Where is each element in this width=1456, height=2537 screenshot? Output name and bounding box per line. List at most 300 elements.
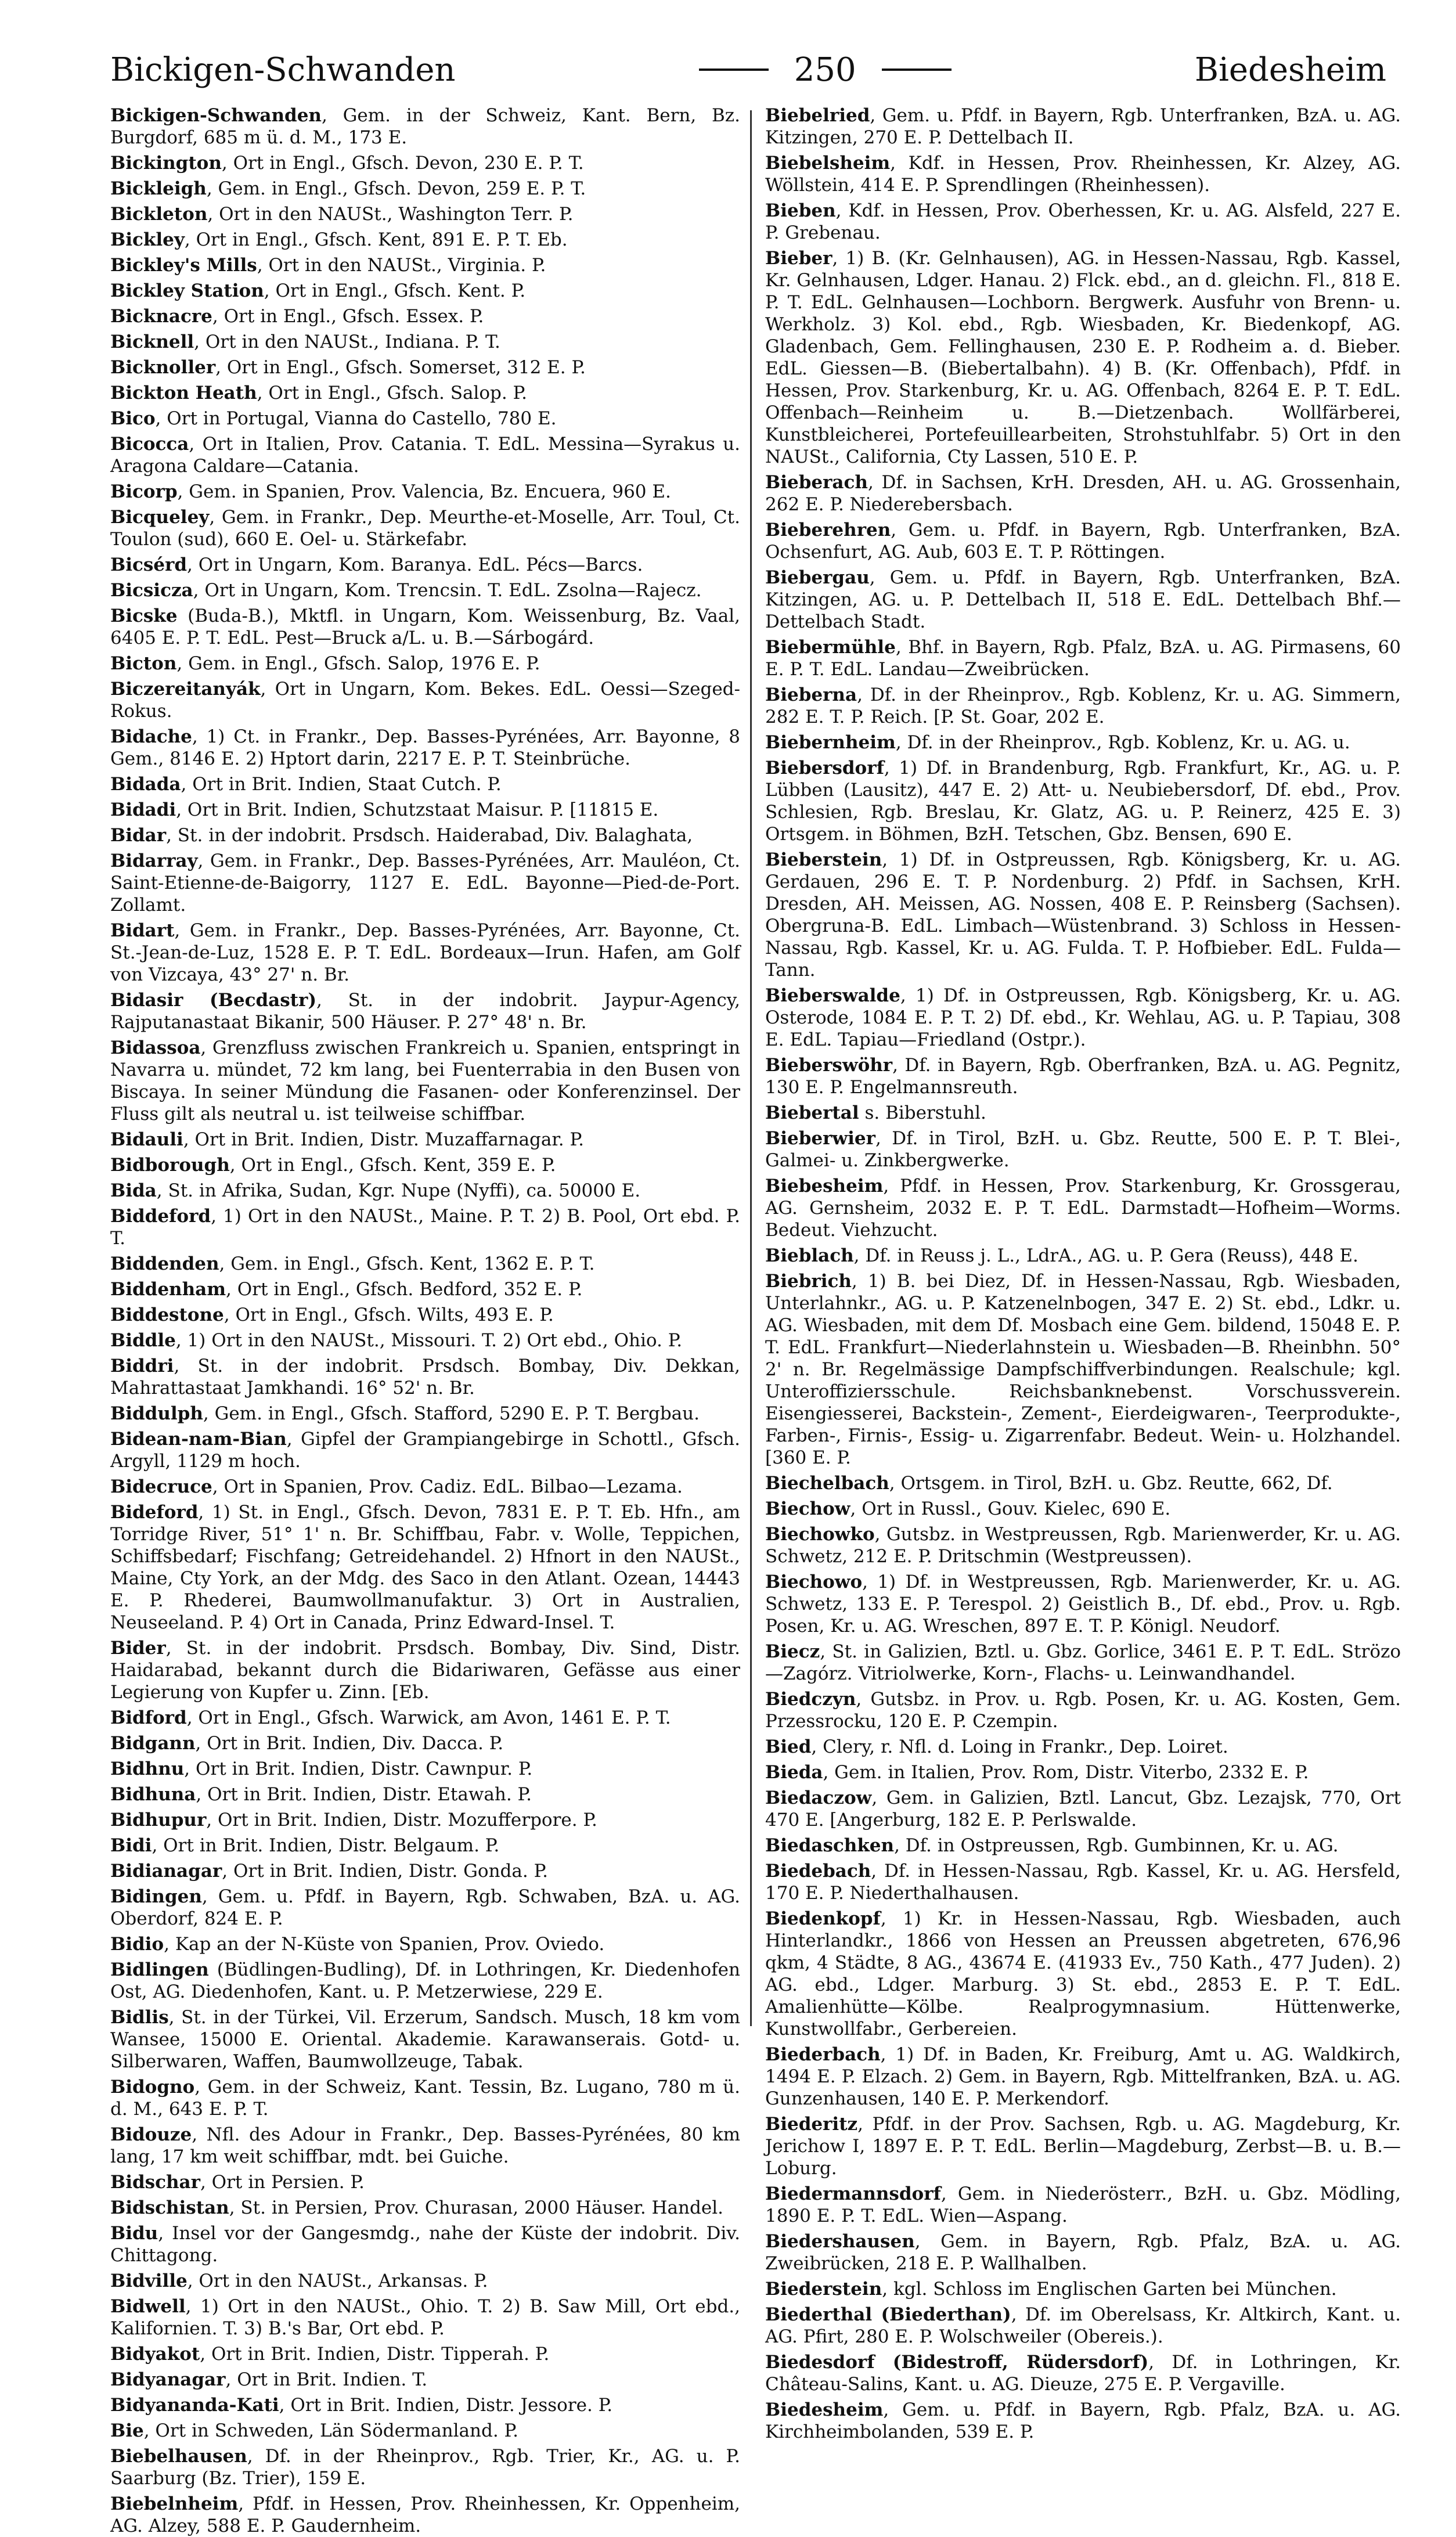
entry-headword: Bidache [110, 726, 192, 747]
entry-text: , 1) Ort in den NAUSt., Ohio. T. 2) B. Saw Mill, Ort ebd., Kalifornien. T. 3) B.'s Bar, Ort ebd. P. [110, 2296, 740, 2339]
entry-text: , Kap an der N-Küste von Spanien, Prov. Oviedo. [164, 1934, 605, 1955]
entry-text: , St. in der indobrit. Jaypur-Agency, Rajputanastaat Bikanir, 500 Häuser. P. 27° 48' n. Br. [110, 990, 740, 1033]
entry-text: , Ort in den NAUSt., Virginia. P. [257, 255, 546, 276]
entry-headword: Biddeford [110, 1206, 211, 1227]
entry-text: , Ort in Brit. Indien, Distr. Mozufferpore. P. [206, 1810, 597, 1830]
gazetteer-entry [110, 1180, 740, 1202]
entry-headword: Bidyananda-Kati [110, 2395, 279, 2416]
gazetteer-entry [765, 1270, 1401, 1469]
entry-headword: Bidart [110, 920, 175, 941]
gazetteer-entry [765, 1571, 1401, 1637]
header-page-number-group [699, 51, 952, 89]
entry-headword: Biddenden [110, 1253, 219, 1274]
gazetteer-entry [110, 2369, 740, 2391]
gazetteer-entry [110, 2171, 740, 2193]
entry-headword: Bickley's Mills [110, 255, 257, 276]
entry-text: , St. in der indobrit. Prsdsch. Bombay, Div. Sind, Distr. Haidarabad, bekannt durch die Bidariwaren, Gefässe aus einer Legierung von Kupfer u. Zinn. [Eb. [110, 1638, 740, 1703]
gazetteer-entry [765, 1736, 1401, 1758]
gazetteer-entry [110, 481, 740, 503]
entry-headword: Bickton Heath [110, 383, 257, 403]
gazetteer-entry [110, 2076, 740, 2120]
entry-headword: Bickington [110, 153, 222, 174]
entry-headword: Bidlis [110, 2007, 169, 2028]
entry-headword: Bidville [110, 2271, 188, 2291]
entry-headword: Bickleigh [110, 178, 207, 199]
entry-headword: Bicknoller [110, 357, 216, 378]
entry-headword: Bidhnu [110, 1758, 185, 1779]
entry-text: , 1) B. bei Diez, Df. in Hessen-Nassau, Rgb. Wiesbaden, Unterlahnkr., AG. u. P. Katzenelnbogen, 347 E. 2) St. ebd., Ldkr. u. AG. Wiesbaden, mit dem Df. Mosbach eine Gem. bildend, 15048 E. P. T. EdL. Frankfurt—Niederlahnstein u. Wiesbaden—B. Rheinbhn. 50° 2' n. Br. Regelmässige Dampfschiffverbindungen. Realschule; kgl. Unteroffiziersschule. Reichsbanknebenst. Vorschussverein. Eisengiesserei, Backstein-, Zement-, Eierdeigwaren-, Teerprodukte-, Farben-, Firnis-, Essig- u. Zigarrenfabr. Bedeut. Wein- u. Holzhandel. [360 E. P. [765, 1271, 1401, 1468]
gazetteer-entry [110, 1501, 740, 1634]
entry-text: , St. in der indobrit. Prsdsch. Haiderabad, Div. Balaghata, [166, 825, 693, 846]
entry-headword: Biebergau [765, 567, 870, 588]
gazetteer-entry [110, 1205, 740, 1249]
gazetteer-entry [110, 773, 740, 795]
entry-headword: Bidingen [110, 1886, 202, 1907]
entry-text: , Kdf. in Hessen, Prov. Rheinhessen, Kr. Alzey, AG. Wöllstein, 414 E. P. Sprendlingen (Rheinhessen). [765, 153, 1401, 196]
entry-text: , 1) Ct. in Frankr., Dep. Basses-Pyrénées, Arr. Bayonne, 8 Gem., 8146 E. 2) Hptort darin, 2217 E. P. T. Steinbrüche. [110, 726, 740, 769]
entry-headword: Bieberwier [765, 1128, 875, 1149]
entry-text: , Pfdf. in der Prov. Sachsen, Rgb. u. AG. Magdeburg, Kr. Jerichow I, 1897 E. P. T. EdL. Berlin—Magdeburg, Zerbst—B. u. B.—Loburg. [765, 2114, 1401, 2179]
entry-headword: Bieda [765, 1762, 823, 1783]
gazetteer-entry [765, 2113, 1401, 2179]
gazetteer-entry [110, 229, 740, 251]
gazetteer-entry [110, 356, 740, 379]
entry-headword: Biederstein [765, 2279, 882, 2300]
entry-headword: Biechow [765, 1498, 850, 1519]
gazetteer-entry [110, 2420, 740, 2442]
entry-headword: Bidasir (Becdastr) [110, 990, 316, 1011]
entry-text: , 1) Ort in den NAUSt., Missouri. T. 2) Ort ebd., Ohio. P. [175, 1330, 683, 1351]
entry-headword: Bickley Station [110, 280, 264, 301]
gazetteer-entry [765, 1175, 1401, 1241]
gazetteer-entry [110, 579, 740, 601]
gazetteer-entry [110, 2006, 740, 2073]
entry-text: , Gem. u. Pfdf. in Bayern, Rgb. Schwaben, BzA. u. AG. Oberdorf, 824 E. P. [110, 1886, 740, 1929]
entry-headword: Biebermühle [765, 637, 896, 658]
entry-text: s. Biberstuhl. [859, 1102, 986, 1123]
entry-text: , Df. in der Rheinprov., Rgb. Koblenz, Kr. u. AG. Simmern, 282 E. T. P. Reich. [P. St. Goar, 202 E. [765, 684, 1401, 727]
entry-text: , Ort in Brit. Indien, Distr. Jessore. P. [279, 2395, 613, 2416]
gazetteer-entry [765, 636, 1401, 680]
entry-headword: Biedershausen [765, 2231, 915, 2252]
gazetteer-entry [110, 1835, 740, 1857]
entry-text: , Gem. in Engl., Gfsch. Kent, 1362 E. P. T. [219, 1253, 595, 1274]
entry-text: , Pfdf. in Hessen, Prov. Rheinhessen, Kr. Oppenheim, AG. Alzey, 588 E. P. Gaudernheim. [110, 2493, 740, 2536]
entry-headword: Bidborough [110, 1155, 230, 1176]
gazetteer-entry [110, 799, 740, 821]
entry-text: , Ort in Engl., Gfsch. Kent, 891 E. P. T. Eb. [184, 229, 568, 250]
gazetteer-entry [110, 920, 740, 986]
entry-text: , Ort in Ungarn, Kom. Bekes. EdL. Oessi—Szeged-Rokus. [110, 679, 740, 722]
entry-text: , Ort in Brit. Indien, Distr. Belgaum. P. [152, 1835, 500, 1856]
entry-headword: Bicknell [110, 331, 194, 352]
entry-headword: Biedesdorf (Bidestroff, Rüdersdorf) [765, 2352, 1149, 2373]
entry-headword: Bidi [110, 1835, 152, 1856]
gazetteer-entry [765, 757, 1401, 845]
gazetteer-entry [765, 1102, 1401, 1124]
entry-headword: Bideford [110, 1502, 199, 1523]
gazetteer-entry [110, 1253, 740, 1275]
entry-text: , Pfdf. in Hessen, Prov. Starkenburg, Kr. Grossgerau, AG. Gernsheim, 2032 E. P. T. EdL. Darmstadt—Hofheim—Worms. Bedeut. Viehzucht. [765, 1176, 1401, 1241]
entry-headword: Biechelbach [765, 1473, 889, 1494]
gazetteer-entry [765, 1761, 1401, 1783]
entry-headword: Bickley [110, 229, 185, 250]
gazetteer-entry [110, 280, 740, 302]
entry-text: , Df. in Ostpreussen, Rgb. Gumbinnen, Kr. u. AG. [894, 1835, 1339, 1856]
entry-text: , St. in Galizien, Bztl. u. Gbz. Gorlice, 3461 E. P. T. EdL. Strözo—Zagórz. Vitriolwerke, Korn-, Flachs- u. Leinwandhandel. [765, 1641, 1401, 1684]
entry-text: , 1) Df. in Brandenburg, Rgb. Frankfurt, Kr., AG. u. P. Lübben (Lausitz), 447 E. 2) Att- u. Neubiebersdorf, Df. ebd., Prov. Schlesien, Rgb. Breslau, Kr. Glatz, AG. u. P. Reinerz, 425 E. 3) Ortsgem. in Böhmen, BzH. Tetschen, Gbz. Bensen, 690 E. [765, 758, 1401, 845]
entry-headword: Bidschar [110, 2172, 200, 2193]
gazetteer-entry [110, 653, 740, 675]
entry-text: , Gem. in Frankr., Dep. Basses-Pyrénées, Arr. Bayonne, Ct. St.-Jean-de-Luz, 1528 E. P. T. EdL. Bordeaux—Irun. Hafen, am Golf von Vizcaya, 43° 27' n. Br. [110, 920, 740, 985]
entry-text: , Ort in Brit. Indien, Distr. Muzaffarnagar. P. [183, 1129, 584, 1150]
gazetteer-entry [110, 1732, 740, 1754]
entry-headword: Biddri [110, 1356, 174, 1376]
gazetteer-entry [765, 1908, 1401, 2040]
entry-text: , Ort in den NAUSt., Arkansas. P. [187, 2271, 488, 2291]
entry-text: , Ort in Brit. Indien, Staat Cutch. P. [181, 774, 502, 795]
entry-text: , Ort in Brit. Indien, Div. Dacca. P. [195, 1733, 504, 1754]
gazetteer-entry [110, 2394, 740, 2416]
entry-headword: Biebertal [765, 1102, 859, 1123]
entry-headword: Bidio [110, 1934, 164, 1955]
entry-headword: Biddestone [110, 1304, 224, 1325]
gazetteer-entry [765, 1245, 1401, 1267]
entry-headword: Biebesheim [765, 1176, 884, 1197]
entry-headword: Bidada [110, 774, 181, 795]
left-column [110, 104, 740, 2536]
gazetteer-entry [110, 1355, 740, 1399]
entry-text: , Ort in Brit. Indien. T. [225, 2369, 428, 2390]
gazetteer-entry [765, 985, 1401, 1051]
entry-text: , Df. in Hessen-Nassau, Rgb. Kassel, Kr. u. AG. Hersfeld, 170 E. P. Niederthalhausen. [765, 1861, 1401, 1904]
gazetteer-entry [110, 2124, 740, 2168]
gazetteer-entry [765, 1688, 1401, 1732]
gazetteer-entry [110, 1278, 740, 1300]
entry-headword: Bidford [110, 1707, 187, 1728]
gazetteer-entry [765, 2183, 1401, 2227]
entry-text: , Gem. in Galizien, Bztl. Lancut, Gbz. Lezajsk, 770, Ort 470 E. [Angerburg, 182 E. P. Perlswalde. [765, 1788, 1401, 1830]
entry-headword: Bico [110, 408, 156, 429]
entry-headword: Bidlingen [110, 1959, 209, 1980]
entry-headword: Biebelnheim [110, 2493, 239, 2514]
gazetteer-entry [110, 1783, 740, 1806]
entry-text: , Gem. in Engl., Gfsch. Stafford, 5290 E. P. T. Bergbau. [203, 1403, 700, 1424]
entry-headword: Bicorp [110, 481, 178, 502]
gazetteer-entry [110, 678, 740, 722]
gazetteer-entry [765, 2399, 1401, 2443]
gazetteer-entry [110, 433, 740, 477]
entry-headword: Bieberna [765, 684, 857, 705]
entry-headword: Biederbach [765, 2044, 881, 2065]
header-last-entry: Biedesheim [1194, 51, 1386, 89]
entry-text: , Df. im Oberelsass, Kr. Altkirch, Kant. u. AG. Pfirt, 280 E. P. Wolschweiler (Obereis.). [765, 2304, 1401, 2347]
entry-text: , Ort in Brit. Indien, Distr. Gonda. P. [222, 1861, 549, 1882]
right-column [765, 104, 1401, 2442]
gazetteer-entry [110, 331, 740, 353]
gazetteer-entry [110, 305, 740, 327]
entry-headword: Biebelsheim [765, 153, 891, 174]
gazetteer-entry [765, 471, 1401, 516]
entry-headword: Bidassoa [110, 1037, 201, 1058]
entry-headword: Biebersdorf [765, 758, 884, 779]
entry-headword: Bieber [765, 248, 832, 269]
entry-text: , Gem. in der Schweiz, Kant. Bern, Bz. Burgdorf, 685 m ü. d. M., 173 E. [110, 105, 740, 148]
gazetteer-entry [765, 1835, 1401, 1857]
gazetteer-entry [765, 519, 1401, 563]
gazetteer-entry [110, 989, 740, 1033]
entry-text: , Df. in Lothringen, Kr. Château-Salins, Kant. u. AG. Dieuze, 275 E. P. Vergaville. [765, 2352, 1401, 2395]
entry-text: , Ort in Brit. Indien, Schutzstaat Maisur. P. [11815 E. [176, 799, 659, 820]
gazetteer-entry [765, 2351, 1401, 2395]
entry-headword: Bidhuna [110, 1784, 196, 1805]
gazetteer-entry [765, 1523, 1401, 1567]
entry-headword: Bicsicza [110, 580, 193, 601]
entry-text: , Df. in der Rheinprov., Rgb. Trier, Kr., AG. u. P. Saarburg (Bz. Trier), 159 E. [110, 2446, 740, 2489]
entry-text: , kgl. Schloss im Englischen Garten bei München. [882, 2279, 1337, 2300]
entry-text: , Ort in Engl., Gfsch. Kent, 359 E. P. [229, 1155, 556, 1176]
gazetteer-entry [110, 2197, 740, 2219]
entry-text: , Ort in Persien. P. [200, 2172, 365, 2193]
entry-headword: Biedebach [765, 1861, 871, 1882]
gazetteer-entry [765, 2304, 1401, 2348]
gazetteer-entry [110, 1329, 740, 1352]
gazetteer-entry [765, 1472, 1401, 1494]
entry-text: , 1) Df. in Ostpreussen, Rgb. Königsberg, Kr. u. AG. Gerdauen, 296 E. T. P. Nordenburg. 2) Pfdf. in Sachsen, KrH. Dresden, AH. Meissen, AG. Nossen, 408 E. P. Reinsberg (Sachsen). Obergruna-B. EdL. Limbach—Wüstenbrand. 3) Schloss in Hessen-Nassau, Rgb. Kassel, Kr. u. AG. Fulda. T. P. Hofbieber. EdL. Fulda—Tann. [765, 849, 1401, 981]
entry-text: , Ort in Engl., Gfsch. Essex. P. [212, 306, 484, 327]
entry-headword: Biedermannsdorf [765, 2183, 941, 2204]
gazetteer-entry [110, 2343, 740, 2365]
entry-text: , Df. in Bayern, Rgb. Oberfranken, BzA. u. AG. Pegnitz, 130 E. P. Engelmannsreuth. [765, 1055, 1401, 1098]
gazetteer-entry [110, 152, 740, 174]
gazetteer-entry [110, 605, 740, 649]
entry-text: , Ortsgem. in Tirol, BzH. u. Gbz. Reutte, 662, Df. [889, 1473, 1333, 1494]
gazetteer-entry [765, 1860, 1401, 1904]
entry-headword: Biedaschken [765, 1835, 895, 1856]
entry-text: , Nfl. des Adour in Frankr., Dep. Basses-Pyrénées, 80 km lang, 17 km weit schiffbar, mdt. bei Guiche. [110, 2124, 740, 2167]
entry-headword: Biecz [765, 1641, 820, 1662]
gazetteer-entry [765, 567, 1401, 633]
header-dash-left [699, 69, 769, 71]
entry-headword: Biederthal (Biederthan) [765, 2304, 1011, 2325]
gazetteer-entry [110, 2295, 740, 2340]
entry-headword: Bida [110, 1180, 157, 1201]
entry-headword: Bidianagar [110, 1861, 222, 1882]
gazetteer-entry [110, 2445, 740, 2489]
gazetteer-entry [765, 2278, 1401, 2300]
entry-text: , Ort in Spanien, Prov. Cadiz. EdL. Bilbao—Lezama. [212, 1476, 683, 1497]
entry-headword: Bieberstein [765, 849, 882, 870]
header-first-entry: Bickigen-Schwanden [110, 51, 456, 89]
page-header [110, 46, 1386, 93]
entry-headword: Bieberehren [765, 520, 891, 540]
entry-text: , Ort in Engl., Gfsch. Bedford, 352 E. P. [226, 1279, 583, 1300]
entry-text: , Ort in den NAUSt., Indiana. P. T. [194, 331, 500, 352]
gazetteer-entry [110, 1037, 740, 1125]
entry-text: , Insel vor der Gangesmdg., nahe der Küste der indobrit. Div. Chittagong. [110, 2223, 740, 2266]
entry-text: , Ort in Engl., Gfsch. Wilts, 493 E. P. [224, 1304, 554, 1325]
gazetteer-entry [110, 1476, 740, 1498]
gazetteer-entry [765, 684, 1401, 728]
column-divider [750, 110, 752, 2026]
entry-headword: Bicsérd [110, 554, 188, 575]
entry-text: , St. in Afrika, Sudan, Kgr. Nupe (Nyffi), ca. 50000 E. [156, 1180, 641, 1201]
gazetteer-entry [110, 104, 740, 149]
entry-headword: Biechowo [765, 1572, 863, 1592]
entry-text: , Ort in Engl., Gfsch. Devon, 230 E. P. T. [221, 153, 584, 174]
gazetteer-entry [765, 247, 1401, 468]
entry-headword: Bicqueley [110, 507, 210, 528]
entry-headword: Bidauli [110, 1129, 183, 1150]
entry-text: , Ort in Ungarn, Kom. Trencsin. T. EdL. Zsolna—Rajecz. [193, 580, 702, 601]
entry-headword: Biddulph [110, 1403, 203, 1424]
entry-text: , Ort in Brit. Indien, Distr. Cawnpur. P. [184, 1758, 533, 1779]
gazetteer-entry [110, 1637, 740, 1703]
entry-text: , Ort in Brit. Indien, Distr. Tipperah. P. [200, 2344, 550, 2365]
gazetteer-entry [110, 382, 740, 404]
entry-headword: Bickleton [110, 204, 208, 225]
entry-text: , Ort in Engl., Gfsch. Somerset, 312 E. P. [215, 357, 586, 378]
entry-headword: Bidarray [110, 851, 198, 871]
entry-text: , Ort in Brit. Indien, Distr. Etawah. P. [196, 1784, 532, 1805]
entry-text: , 1) Kr. in Hessen-Nassau, Rgb. Wiesbaden, auch Hinterlandkr., 1866 von Hessen an Preussen abgetreten, 676,96 qkm, 4 Städte, 8 AG., 43674 E. (41933 Ev., 750 Kath., 477 Juden). 2) AG. ebd., Ldger. Marburg. 3) St. ebd., 2853 E. P. T. EdL. Amalienhütte—Kölbe. Realprogymnasium. Hüttenwerke, Kunstwollfabr., Gerbereien. [765, 1908, 1401, 2039]
entry-headword: Bidogno [110, 2077, 195, 2098]
entry-headword: Biechowko [765, 1524, 875, 1545]
entry-headword: Biebelhausen [110, 2446, 247, 2467]
entry-text: , Ort in Schweden, Län Södermanland. P. [143, 2420, 518, 2441]
entry-text: , Bhf. in Bayern, Rgb. Pfalz, BzA. u. AG. Pirmasens, 60 E. P. T. EdL. Landau—Zweibrücken. [765, 637, 1401, 680]
entry-headword: Biedczyn [765, 1689, 856, 1710]
entry-headword: Bieblach [765, 1245, 854, 1266]
entry-text: , 1) Df. in Baden, Kr. Freiburg, Amt u. AG. Waldkirch, 1494 E. P. Elzach. 2) Gem. in Bayern, Rgb. Mittelfranken, BzA. u. AG. Gunzenhausen, 140 E. P. Merkendorf. [765, 2044, 1401, 2109]
entry-headword: Biczereitanyák [110, 679, 261, 700]
gazetteer-entry [110, 1129, 740, 1151]
gazetteer-entry [110, 850, 740, 916]
entry-text: , Df. in der Rheinprov., Rgb. Koblenz, Kr. u. AG. u. [895, 732, 1350, 753]
page-number: 250 [794, 51, 856, 89]
entry-headword: Bider [110, 1638, 166, 1659]
entry-headword: Bied [765, 1736, 812, 1757]
gazetteer-entry [110, 554, 740, 576]
entry-text: , Gem. in Engl., Gfsch. Salop, 1976 E. P. [176, 653, 540, 674]
entry-headword: Bieberach [765, 472, 868, 493]
gazetteer-entry [110, 203, 740, 225]
entry-text: , Gem. u. Pfdf. in Bayern, Rgb. Pfalz, BzA. u. AG. Kirchheimbolanden, 539 E. P. [765, 2399, 1401, 2442]
entry-headword: Bieben [765, 200, 836, 221]
entry-text: , St. in Persien, Prov. Churasan, 2000 Häuser. Handel. [229, 2197, 723, 2218]
entry-text: , Ort in Engl., Gfsch. Kent. P. [264, 280, 526, 301]
entry-text: , Gipfel der Grampiangebirge in Schottl., Gfsch. Argyll, 1129 m hoch. [110, 1429, 740, 1472]
entry-text: , Kdf. in Hessen, Prov. Oberhessen, Kr. u. AG. Alsfeld, 227 E. P. Grebenau. [765, 200, 1401, 243]
entry-headword: Biebrich [765, 1271, 852, 1292]
entry-text: , Ort in Italien, Prov. Catania. T. EdL. Messina—Syrakus u. Aragona Caldare—Catania. [110, 434, 740, 477]
gazetteer-entry [110, 506, 740, 550]
entry-text: , St. in der indobrit. Prsdsch. Bombay, Div. Dekkan, Mahrattastaat Jamkhandi. 16° 52' n. Br. [110, 1356, 740, 1399]
gazetteer-entry [110, 1860, 740, 1882]
entry-text: , Gem. in Niederösterr., BzH. u. Gbz. Mödling, 1890 E. P. T. EdL. Wien—Aspang. [765, 2183, 1401, 2226]
entry-text: , Gutsbz. in Westpreussen, Rgb. Marienwerder, Kr. u. AG. Schwetz, 212 E. P. Dritschmin (Westpreussen). [765, 1524, 1401, 1567]
entry-headword: Bicknacre [110, 306, 212, 327]
entry-headword: Bicton [110, 653, 177, 674]
entry-headword: Bidadi [110, 799, 176, 820]
entry-text: , 1) B. (Kr. Gelnhausen), AG. in Hessen-Nassau, Rgb. Kassel, Kr. Gelnhausen, Ldger. Hanau. 2) Flck. ebd., an d. gleichn. Fl., 818 E. P. T. EdL. Gelnhausen—Lochborn. Bergwerk. Ausfuhr von Brenn- u. Werkholz. 3) Kol. ebd., Rgb. Wiesbaden, Kr. Biedenkopf, AG. Gladenbach, Gem. Fellinghausen, 230 E. P. Rodheim a. d. Bieber. EdL. Giessen—B. (Biebertalbahn). 4) B. (Kr. Offenbach), Pfdf. in Hessen, Prov. Starkenburg, Kr. u. AG. Offenbach, 8264 E. P. T. EdL. Offenbach—Reinheim u. B.—Dietzenbach. Wollfärberei, Kunstbleicherei, Portefeuillearbeiten, Strohstuhlfabr. 5) Ort in den NAUSt., California, Cty Lassen, 510 E. P. [765, 248, 1401, 467]
gazetteer-entry [110, 254, 740, 276]
entry-headword: Bidhupur [110, 1810, 207, 1830]
entry-text: , Ort in Engl., Gfsch. Warwick, am Avon, 1461 E. P. T. [186, 1707, 671, 1728]
entry-text: , Clery, r. Nfl. d. Loing in Frankr., Dep. Loiret. [811, 1736, 1228, 1757]
entry-headword: Bidar [110, 825, 167, 846]
entry-text: , Grenzfluss zwischen Frankreich u. Spanien, entspringt in Navarra u. mündet, 72 km lang, bei Fuenterrabia in den Busen von Biscaya. In seiner Mündung die Fasanen- oder Konferenzinsel. Der Fluss gilt als neutral u. ist teilweise schiffbar. [110, 1037, 740, 1125]
entry-headword: Bie [110, 2420, 144, 2441]
entry-headword: Bidgann [110, 1733, 196, 1754]
entry-text: , Gem. in Frankr., Dep. Basses-Pyrénées, Arr. Mauléon, Ct. Saint-Etienne-de-Baigorry, 1127 E. EdL. Bayonne—Pied-de-Port. Zollamt. [110, 851, 740, 916]
header-dash-right [882, 69, 952, 71]
gazetteer-entry [110, 1403, 740, 1425]
gazetteer-entry [110, 1809, 740, 1831]
gazetteer-entry [110, 2222, 740, 2266]
entry-text: , Gem. in Frankr., Dep. Meurthe-et-Moselle, Arr. Toul, Ct. Toulon (sud), 660 E. Oel- u. Stärkefabr. [110, 507, 740, 550]
entry-text: , Gem. in Bayern, Rgb. Pfalz, BzA. u. AG. Zweibrücken, 218 E. P. Wallhalben. [765, 2231, 1401, 2274]
gazetteer-entry [110, 824, 740, 846]
gazetteer-entry [765, 2230, 1401, 2275]
entry-headword: Biedaczow [765, 1788, 872, 1808]
entry-text: , Gem. in Spanien, Prov. Valencia, Bz. Encuera, 960 E. [177, 481, 671, 502]
entry-headword: Bidouze [110, 2124, 192, 2145]
gazetteer-entry [110, 1707, 740, 1729]
entry-text: , Gem. in Italien, Prov. Rom, Distr. Viterbo, 2332 E. P. [823, 1762, 1309, 1783]
entry-text: (Buda-B.), Mktfl. in Ungarn, Kom. Weissenburg, Bz. Vaal, 6405 E. P. T. EdL. Pest—Bruck a/L. u. B.—Sárbogárd. [110, 606, 740, 648]
gazetteer-entry [765, 1127, 1401, 1172]
gazetteer-entry [765, 1641, 1401, 1685]
gazetteer-entry [110, 408, 740, 430]
entry-headword: Bieberswalde [765, 985, 900, 1006]
entry-text: , 1) Df. in Ostpreussen, Rgb. Königsberg, Kr. u. AG. Osterode, 1084 E. P. T. 2) Df. ebd., Kr. Wehlau, AG. u. P. Tapiau, 308 E. EdL. Tapiau—Friedland (Ostpr.). [765, 985, 1401, 1050]
entry-headword: Bidecruce [110, 1476, 212, 1497]
gazetteer-entry [110, 726, 740, 770]
gazetteer-entry [765, 200, 1401, 244]
entry-text: , Df. in Tirol, BzH. u. Gbz. Reutte, 500 E. P. T. Blei-, Galmei- u. Zinkbergwerke. [765, 1128, 1401, 1171]
gazetteer-entry [110, 1933, 740, 1955]
entry-headword: Bieberswöhr [765, 1055, 893, 1076]
entry-text: , Df. in Reuss j. L., LdrA., AG. u. P. Gera (Reuss), 448 E. [853, 1245, 1358, 1266]
entry-headword: Bidschistan [110, 2197, 229, 2218]
gazetteer-entry [110, 2270, 740, 2292]
entry-text: , 1) Ort in den NAUSt., Maine. P. T. 2) B. Pool, Ort ebd. P. T. [110, 1206, 740, 1249]
entry-headword: Biebernheim [765, 732, 896, 753]
entry-text: , Ort in Portugal, Vianna do Castello, 780 E. [155, 408, 557, 429]
entry-headword: Bidean-nam-Bian [110, 1429, 287, 1450]
gazetteer-entry [765, 1787, 1401, 1831]
entry-headword: Bicske [110, 606, 178, 626]
gazetteer-entry [110, 178, 740, 200]
gazetteer-entry [110, 1959, 740, 2003]
entry-headword: Bickigen-Schwanden [110, 105, 322, 126]
entry-text: , Ort in Engl., Gfsch. Salop. P. [257, 383, 527, 403]
gazetteer-entry [765, 1498, 1401, 1520]
entry-headword: Biddle [110, 1330, 176, 1351]
gazetteer-entry [110, 1428, 740, 1472]
gazetteer-entry [110, 1886, 740, 1930]
entry-text: , Gem. in Engl., Gfsch. Devon, 259 E. P. T. [206, 178, 586, 199]
gazetteer-entry [765, 152, 1401, 196]
entry-text: (Büdlingen-Budling), Df. in Lothringen, Kr. Diedenhofen Ost, AG. Diedenhofen, Kant. u. P. Metzerwiese, 229 E. [110, 1959, 740, 2002]
entry-headword: Bidu [110, 2223, 158, 2244]
gazetteer-entry [765, 104, 1401, 149]
entry-headword: Bidwell [110, 2296, 186, 2317]
entry-headword: Bicocca [110, 434, 189, 455]
gazetteer-entry [765, 731, 1401, 754]
entry-text: , Ort in Russl., Gouv. Kielec, 690 E. [850, 1498, 1171, 1519]
